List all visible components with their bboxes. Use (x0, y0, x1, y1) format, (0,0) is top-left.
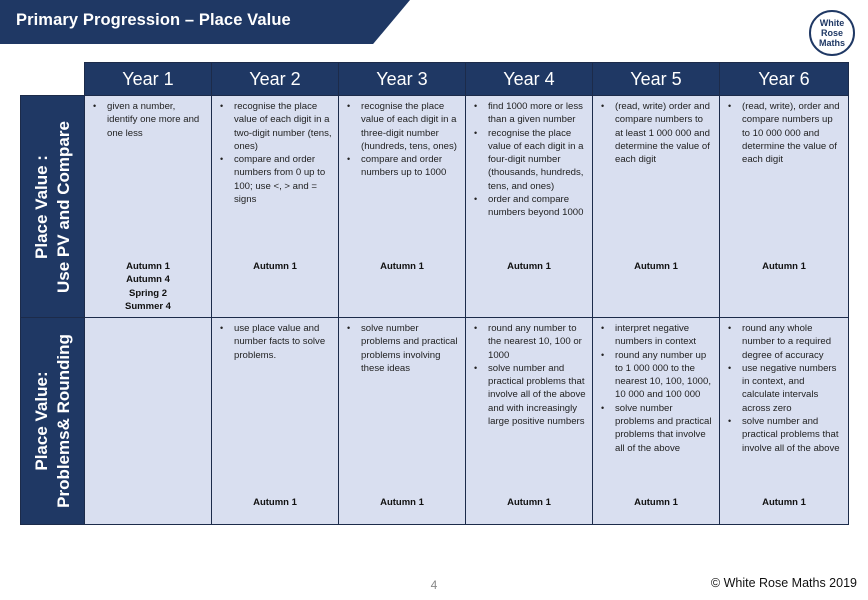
term-labels (339, 260, 465, 273)
term-label: Spring 2 (128, 287, 167, 299)
objective-item: • given a number, identify one more and one less (93, 100, 205, 140)
white-rose-maths-logo (809, 10, 855, 56)
row-heading-line: Use PV and Compare (53, 120, 73, 293)
term-label: Autumn 1 (126, 261, 170, 272)
objective-item: • order and compare numbers beyond 1000 (474, 193, 586, 220)
objective-item: • round any whole number to a required degree of accuracy (728, 322, 842, 362)
objective-item: • (read, write) order and compare numbers to at least 1 000 000 and determine the value of each digit (601, 100, 713, 166)
row-heading (21, 318, 85, 525)
objective-item: • use negative numbers in context, and calculate intervals across zero (728, 362, 842, 415)
term-label: Autumn 1 (253, 261, 297, 272)
objective-list (347, 100, 459, 180)
cell-year-3 (339, 318, 466, 525)
row-heading-line: Problems& Rounding (53, 334, 73, 508)
objective-list (347, 322, 459, 375)
row-problems-and-rounding (21, 318, 849, 525)
objective-item: • compare and order numbers up to 1000 (347, 153, 459, 180)
term-labels (593, 496, 719, 509)
logo-line: Maths (818, 38, 845, 48)
term-labels (212, 496, 338, 509)
year-1-header: Year 1 (85, 63, 212, 96)
cell-year-6 (720, 318, 849, 525)
cell-year-5 (593, 96, 720, 318)
term-label: Summer 4 (125, 300, 171, 312)
objective-list (601, 322, 713, 455)
term-labels (339, 496, 465, 509)
objective-list (601, 100, 713, 166)
objective-list (728, 322, 842, 455)
objective-item: • solve number problems and practical problems that involve all of the above (601, 402, 713, 455)
term-labels (85, 260, 211, 313)
row-heading-text (31, 321, 75, 521)
cell-year-2 (212, 318, 339, 525)
year-4-header: Year 4 (466, 63, 593, 96)
logo-line: Rose (820, 28, 843, 38)
objective-item: • compare and order numbers from 0 up to 100; use <, > and = signs (220, 153, 332, 206)
term-labels (593, 260, 719, 273)
objective-item: • interpret negative numbers in context (601, 322, 713, 349)
term-label: Autumn 1 (380, 497, 424, 508)
page-number: 4 (430, 578, 438, 592)
term-label: Autumn 1 (507, 497, 551, 508)
cell-year-3 (339, 96, 466, 318)
objective-item: • round any number up to 1 000 000 to the nearest 10, 100, 1000, 10 000 and 100 000 (601, 349, 713, 402)
objective-list (220, 322, 332, 362)
term-labels (720, 260, 848, 273)
objective-list (728, 100, 842, 166)
objective-item: • find 1000 more or less than a given number (474, 100, 586, 127)
term-labels (466, 260, 592, 273)
progression-table (20, 62, 849, 525)
objective-item: • use place value and number facts to solve problems. (220, 322, 332, 362)
objective-item: • (read, write), order and compare numbers up to 10 000 000 and determine the value of each digit (728, 100, 842, 166)
logo-line: White (819, 18, 845, 28)
term-labels (720, 496, 848, 509)
objective-item: • round any number to the nearest 10, 100 or 1000 (474, 322, 586, 362)
year-5-header: Year 5 (593, 63, 720, 96)
year-6-header: Year 6 (720, 63, 849, 96)
objective-item: • solve number and practical problems that involve all of the above (728, 415, 842, 455)
cell-year-2 (212, 96, 339, 318)
objective-item: • solve number and practical problems that involve all of the above and with increasingly large positive numbers (474, 362, 586, 428)
objective-list (220, 100, 332, 206)
objective-item: • recognise the place value of each digit in a two-digit number (tens, ones) (220, 100, 332, 153)
cell-year-5 (593, 318, 720, 525)
objective-item: • recognise the place value of each digit in a three-digit number (hundreds, tens, ones) (347, 100, 459, 153)
term-label: Autumn 1 (380, 261, 424, 272)
term-label: Autumn 1 (507, 261, 551, 272)
objective-item: • recognise the place value of each digit in a four-digit number (thousands, hundreds, tens, and ones) (474, 127, 586, 193)
term-label: Autumn 1 (253, 497, 297, 508)
page-title: Primary Progression – Place Value (16, 11, 291, 29)
row-heading-line: Place Value: (31, 371, 51, 471)
row-use-pv-and-compare (21, 96, 849, 318)
row-heading (21, 96, 85, 318)
year-header-row (21, 63, 849, 96)
cell-year-6 (720, 96, 849, 318)
term-label: Autumn 1 (634, 497, 678, 508)
objective-list (474, 100, 586, 220)
term-labels (212, 260, 338, 273)
year-2-header: Year 2 (212, 63, 339, 96)
term-labels (466, 496, 592, 509)
term-label: Autumn 1 (762, 261, 806, 272)
cell-year-1 (85, 96, 212, 318)
corner-cell (21, 63, 85, 96)
term-label: Autumn 4 (126, 274, 170, 286)
cell-year-4 (466, 318, 593, 525)
copyright-notice: © White Rose Maths 2019 (710, 576, 857, 590)
objective-item: • solve number problems and practical problems involving these ideas (347, 322, 459, 375)
term-label: Autumn 1 (634, 261, 678, 272)
year-3-header: Year 3 (339, 63, 466, 96)
term-label: Autumn 1 (762, 497, 806, 508)
objective-list (474, 322, 586, 428)
row-heading-line: Place Value : (31, 154, 51, 259)
cell-year-4 (466, 96, 593, 318)
cell-year-1 (85, 318, 212, 525)
objective-list (93, 100, 205, 140)
row-heading-text (31, 107, 75, 307)
